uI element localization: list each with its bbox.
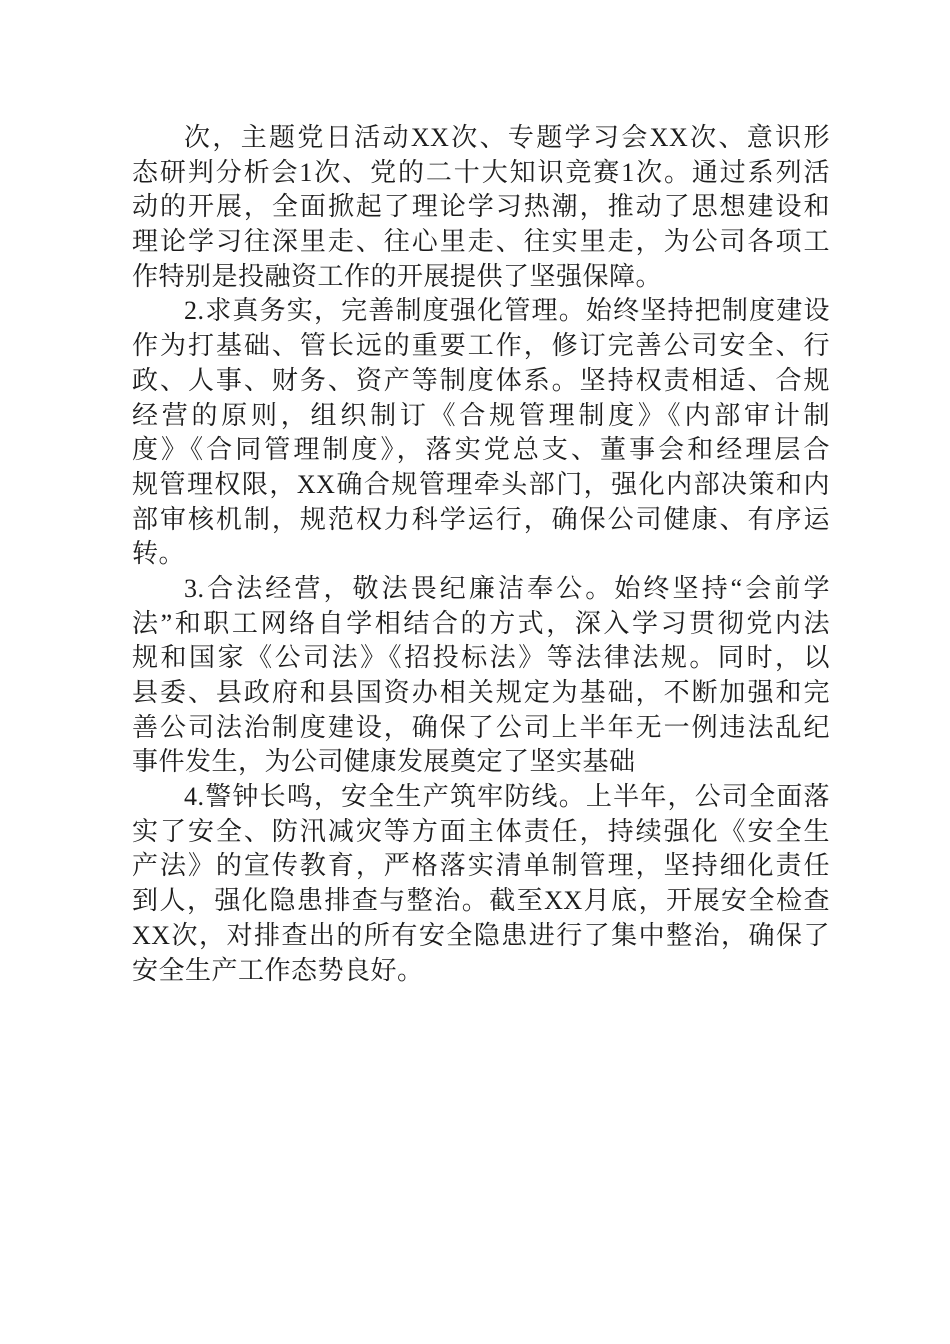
paragraph-1-theory-study [132,121,830,294]
text-line: 理论学习往深里走、往心里走、往实里走，为公司各项工 [132,227,830,257]
text-line: 度》《合同管理制度》，落实党总支、董事会和经理层合 [132,435,830,465]
text-line: 动的开展，全面掀起了理论学习热潮，推动了思想建设和 [132,192,830,222]
text-line: 次，主题党日活动XX次、专题学习会XX次、意识形 [184,123,830,152]
text-line: 转。 [132,539,186,569]
text-line: 实了安全、防汛减灾等方面主体责任，持续强化《安全生 [132,816,830,846]
text-line: 产法》的宣传教育，严格落实清单制管理，坚持细化责任 [132,851,830,881]
text-line: 作为打基础、管长远的重要工作，修订完善公司安全、行 [132,331,830,361]
paragraph-3-lawful-operation [132,572,830,780]
text-line: 规和国家《公司法》《招投标法》等法律法规。同时，以 [132,643,830,673]
text-line: 经营的原则，组织制订《合规管理制度》《内部审计制 [132,400,830,430]
text-line: 县委、县政府和县国资办相关规定为基础，不断加强和完 [132,678,830,707]
text-content [132,121,830,988]
text-line: 作特别是投融资工作的开展提供了坚强保障。 [132,261,663,291]
text-line: 规管理权限，XX确合规管理牵头部门，强化内部决策和内 [132,469,830,499]
text-line: 政、人事、财务、资产等制度体系。坚持权责相适、合规 [132,365,830,395]
text-line: 3.合法经营，敬法畏纪廉洁奉公。始终坚持“会前学 [184,573,830,603]
text-line: 法”和职工网络自学相结合的方式，深入学习贯彻党内法 [132,608,830,638]
text-line: 事件发生，为公司健康发展奠定了坚实基础 [132,747,636,777]
text-line: 到人，强化隐患排查与整治。截至XX月底，开展安全检查 [132,886,830,916]
paragraph-2-institution-management [132,294,830,572]
paragraph-4-safety-production [132,780,830,988]
text-line: XX次，对排查出的所有安全隐患进行了集中整治，确保了 [132,920,830,950]
text-line: 善公司法治制度建设，确保了公司上半年无一例违法乱纪 [132,712,830,742]
text-line: 2.求真务实，完善制度强化管理。始终坚持把制度建设 [184,296,830,326]
text-line: 部审核机制，规范权力科学运行，确保公司健康、有序运 [132,504,830,534]
text-line: 安全生产工作态势良好。 [132,955,424,985]
text-line: 态研判分析会1次、党的二十大知识竞赛1次。通过系列活 [132,157,830,187]
text-line: 4.警钟长鸣，安全生产筑牢防线。上半年，公司全面落 [184,782,830,812]
